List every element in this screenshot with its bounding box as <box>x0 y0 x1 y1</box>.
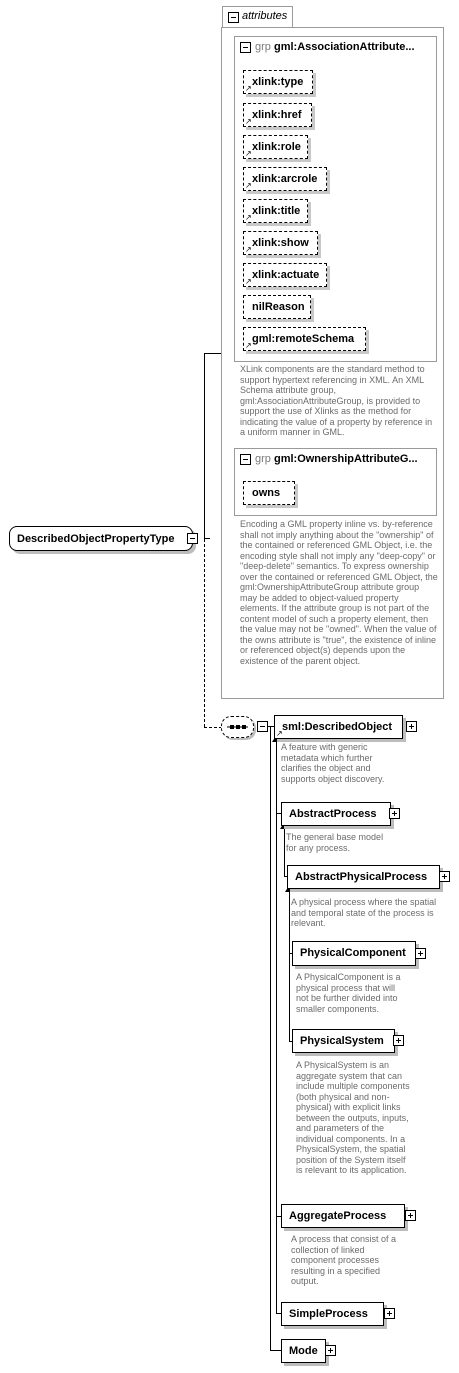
element-label: PhysicalSystem <box>300 1035 384 1047</box>
reference-arrow-icon: ↗ <box>245 277 252 286</box>
root-type-box[interactable] <box>9 526 193 551</box>
expand-icon[interactable] <box>439 871 450 882</box>
collapse-icon[interactable] <box>228 12 239 23</box>
described-object-element[interactable] <box>274 715 403 739</box>
connector-line <box>204 727 222 728</box>
aggregate-process-element[interactable] <box>281 1204 405 1228</box>
expand-icon[interactable] <box>325 1345 336 1356</box>
sequence-icon <box>222 717 253 737</box>
element-label: AbstractProcess <box>289 808 377 820</box>
physical-component-element[interactable] <box>292 941 416 966</box>
expand-icon[interactable] <box>405 1210 416 1221</box>
connector-line <box>276 738 277 1314</box>
reference-arrow-icon: ↗ <box>245 149 252 158</box>
reference-arrow-icon: ↗ <box>245 181 252 190</box>
reference-arrow-icon: ↗ <box>245 245 252 254</box>
reference-arrow-icon: ↗ <box>245 341 252 350</box>
physical-system-element[interactable] <box>292 1029 395 1053</box>
attribute-nilreason[interactable] <box>243 295 311 319</box>
group1-documentation: XLink components are the standard method to support hypertext referencing in XML. An XML Schema attribute group, gml:AssociationAttributeGroup, is provided to support the use of Xlinks as the method for indicating the value of a property by reference in a uniform manner in GML. <box>240 364 433 437</box>
element-label: sml:DescribedObject <box>282 721 393 733</box>
reference-arrow-icon: ↗ <box>245 84 252 93</box>
group-header <box>255 40 415 54</box>
sequence-compositor[interactable] <box>221 716 254 738</box>
described-object-doc: A feature with generic metadata which further clarifies the object and supports object discovery. <box>281 742 385 784</box>
attribute-xlink-href[interactable] <box>243 103 312 127</box>
physical-component-doc: A PhysicalComponent is a physical process that will not be further divided into smaller components. <box>296 972 401 1014</box>
abstract-physical-process-element[interactable] <box>287 865 440 889</box>
group-prefix: grp <box>255 453 271 465</box>
root-type-label: DescribedObjectPropertyType <box>17 533 175 545</box>
element-label: PhysicalComponent <box>300 947 406 959</box>
attribute-label: xlink:show <box>252 237 309 249</box>
attribute-xlink-title[interactable] <box>243 199 308 223</box>
element-label: AggregateProcess <box>289 1210 387 1222</box>
group-name: gml:OwnershipAttributeG... <box>273 453 418 465</box>
expand-icon[interactable] <box>406 721 417 732</box>
expand-icon[interactable] <box>415 948 426 959</box>
reference-arrow-icon: ↗ <box>245 213 252 222</box>
expand-icon[interactable] <box>389 808 400 819</box>
attributes-tab-label: attributes <box>242 10 288 22</box>
connector-line <box>289 889 290 1041</box>
attribute-xlink-arcrole[interactable] <box>243 167 327 191</box>
connector-line <box>284 826 285 876</box>
connector-line <box>270 1350 281 1351</box>
connector-line <box>270 726 271 1351</box>
collapse-icon[interactable] <box>240 454 251 465</box>
abstract-process-element[interactable] <box>281 802 391 826</box>
connector-line <box>204 353 205 538</box>
collapse-icon[interactable] <box>240 42 251 53</box>
abstract-process-doc: The general base model for any process. <box>286 832 384 853</box>
connector-line <box>204 353 221 354</box>
expand-icon[interactable] <box>393 1035 404 1046</box>
attribute-label: xlink:actuate <box>252 269 320 281</box>
group-header <box>255 452 418 466</box>
attribute-label: xlink:href <box>252 109 302 121</box>
element-label: SimpleProcess <box>289 1308 368 1320</box>
mode-element[interactable] <box>281 1339 326 1363</box>
physical-system-doc: A PhysicalSystem is an aggregate system that can include multiple components (both physical and non-physical) with explicit links between the outputs, inputs, and parameters of the individual components. In a PhysicalSystem, the spatial position of the System itself is relevant to its application. <box>296 1060 410 1175</box>
connector-line <box>204 539 205 727</box>
attribute-xlink-show[interactable] <box>243 231 318 255</box>
aggregate-process-doc: A process that consist of a collection of linked component processes resulting in a specified output. <box>291 1234 397 1286</box>
reference-arrow-icon: ↗ <box>276 729 283 738</box>
reference-arrow-icon: ↗ <box>245 117 252 126</box>
attribute-xlink-type[interactable] <box>243 70 313 94</box>
element-label: AbstractPhysicalProcess <box>295 871 428 883</box>
attribute-label: xlink:type <box>252 76 304 88</box>
abstract-physical-process-doc: A physical process where the spatial and temporal state of the process is relevant. <box>291 897 437 928</box>
group-prefix: grp <box>255 41 271 53</box>
attribute-xlink-actuate[interactable] <box>243 263 327 287</box>
attributes-tab[interactable] <box>222 6 293 28</box>
attribute-label: xlink:arcrole <box>252 173 318 185</box>
attribute-owns[interactable] <box>243 481 295 505</box>
attribute-label: xlink:role <box>252 141 301 153</box>
simple-process-element[interactable] <box>281 1302 384 1326</box>
attribute-xlink-role[interactable] <box>243 135 308 159</box>
collapse-icon[interactable] <box>187 533 198 544</box>
attribute-gml-remoteschema[interactable] <box>243 327 366 351</box>
element-label: Mode <box>289 1345 318 1357</box>
group-name: gml:AssociationAttribute... <box>273 41 415 53</box>
collapse-icon[interactable] <box>257 721 268 732</box>
attribute-label: nilReason <box>252 301 305 313</box>
expand-icon[interactable] <box>384 1308 395 1319</box>
attribute-label: xlink:title <box>252 205 301 217</box>
attribute-label: gml:remoteSchema <box>252 333 355 345</box>
attribute-label: owns <box>252 487 281 499</box>
group2-documentation: Encoding a GML property inline vs. by-reference shall not imply anything about the "ownership" of the contained or referenced GML Object, i.e. the encoding style shall not imply any "deep-copy" or "deep-delete" semantics. To express ownership over the contained or referenced GML Object, the gml:OwnershipAttributeGroup attribute group may be added to object-valued property elements. If the attribute group is not part of the content model of such a property element, then the value may not be "owned". When the value of the owns attribute is "true", the existence of inline or referenced object(s) depends upon the existence of the parent object. <box>240 519 438 666</box>
